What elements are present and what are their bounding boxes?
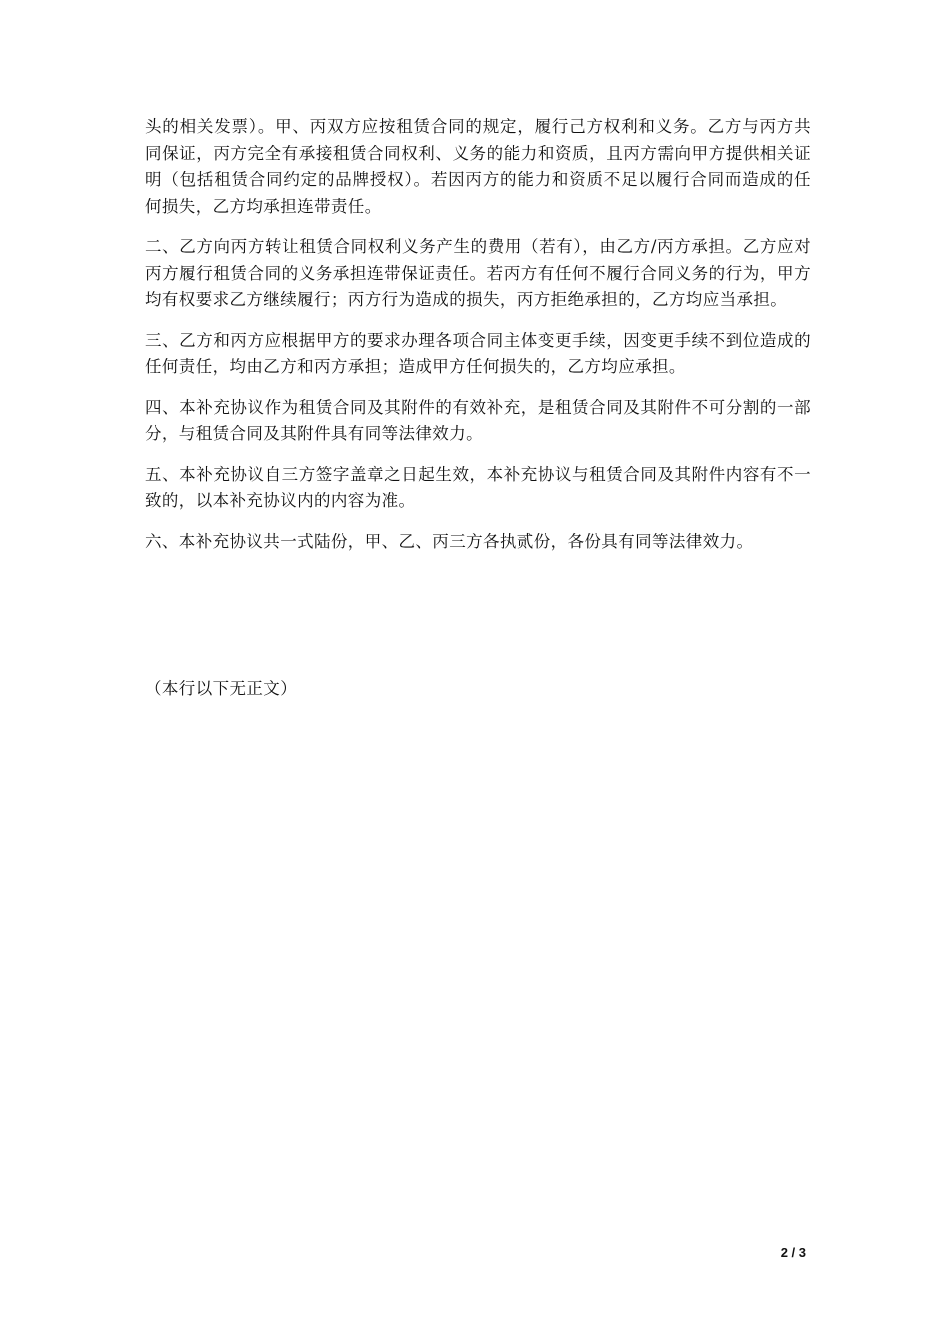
paragraph-clause-4: 四、本补充协议作为租赁合同及其附件的有效补充，是租赁合同及其附件不可分割的一部分，与租赁合同及其附件具有同等法律效力。 (145, 397, 811, 443)
document-body (145, 114, 811, 569)
page-number: 2 / 3 (780, 1245, 806, 1260)
paragraph-continued: 头的相关发票）。甲、丙双方应按租赁合同的规定，履行己方权利和义务。乙方与丙方共同保证，丙方完全有承接租赁合同权利、义务的能力和资质，且丙方需向甲方提供相关证明（包括租赁合同约定的品牌授权）。若因丙方的能力和资质不足以履行合同而造成的任何损失，乙方均承担连带责任。 (145, 117, 811, 216)
no-text-below-note: （本行以下无正文） (145, 679, 298, 698)
paragraph-clause-5: 五、本补充协议自三方签字盖章之日起生效，本补充协议与租赁合同及其附件内容有不一致的，以本补充协议内的内容为准。 (145, 464, 811, 510)
paragraph-clause-6: 六、本补充协议共一式陆份，甲、乙、丙三方各执贰份，各份具有同等法律效力。 (145, 531, 754, 551)
paragraph-clause-2: 二、乙方向丙方转让租赁合同权利义务产生的费用（若有），由乙方/丙方承担。乙方应对丙方履行租赁合同的义务承担连带保证责任。若丙方有任何不履行合同义务的行为，甲方均有权要求乙方继续履行；丙方行为造成的损失，丙方拒绝承担的，乙方均应当承担。 (145, 237, 811, 309)
paragraph-clause-3: 三、乙方和丙方应根据甲方的要求办理各项合同主体变更手续，因变更手续不到位造成的任何责任，均由乙方和丙方承担；造成甲方任何损失的，乙方均应承担。 (145, 330, 811, 376)
